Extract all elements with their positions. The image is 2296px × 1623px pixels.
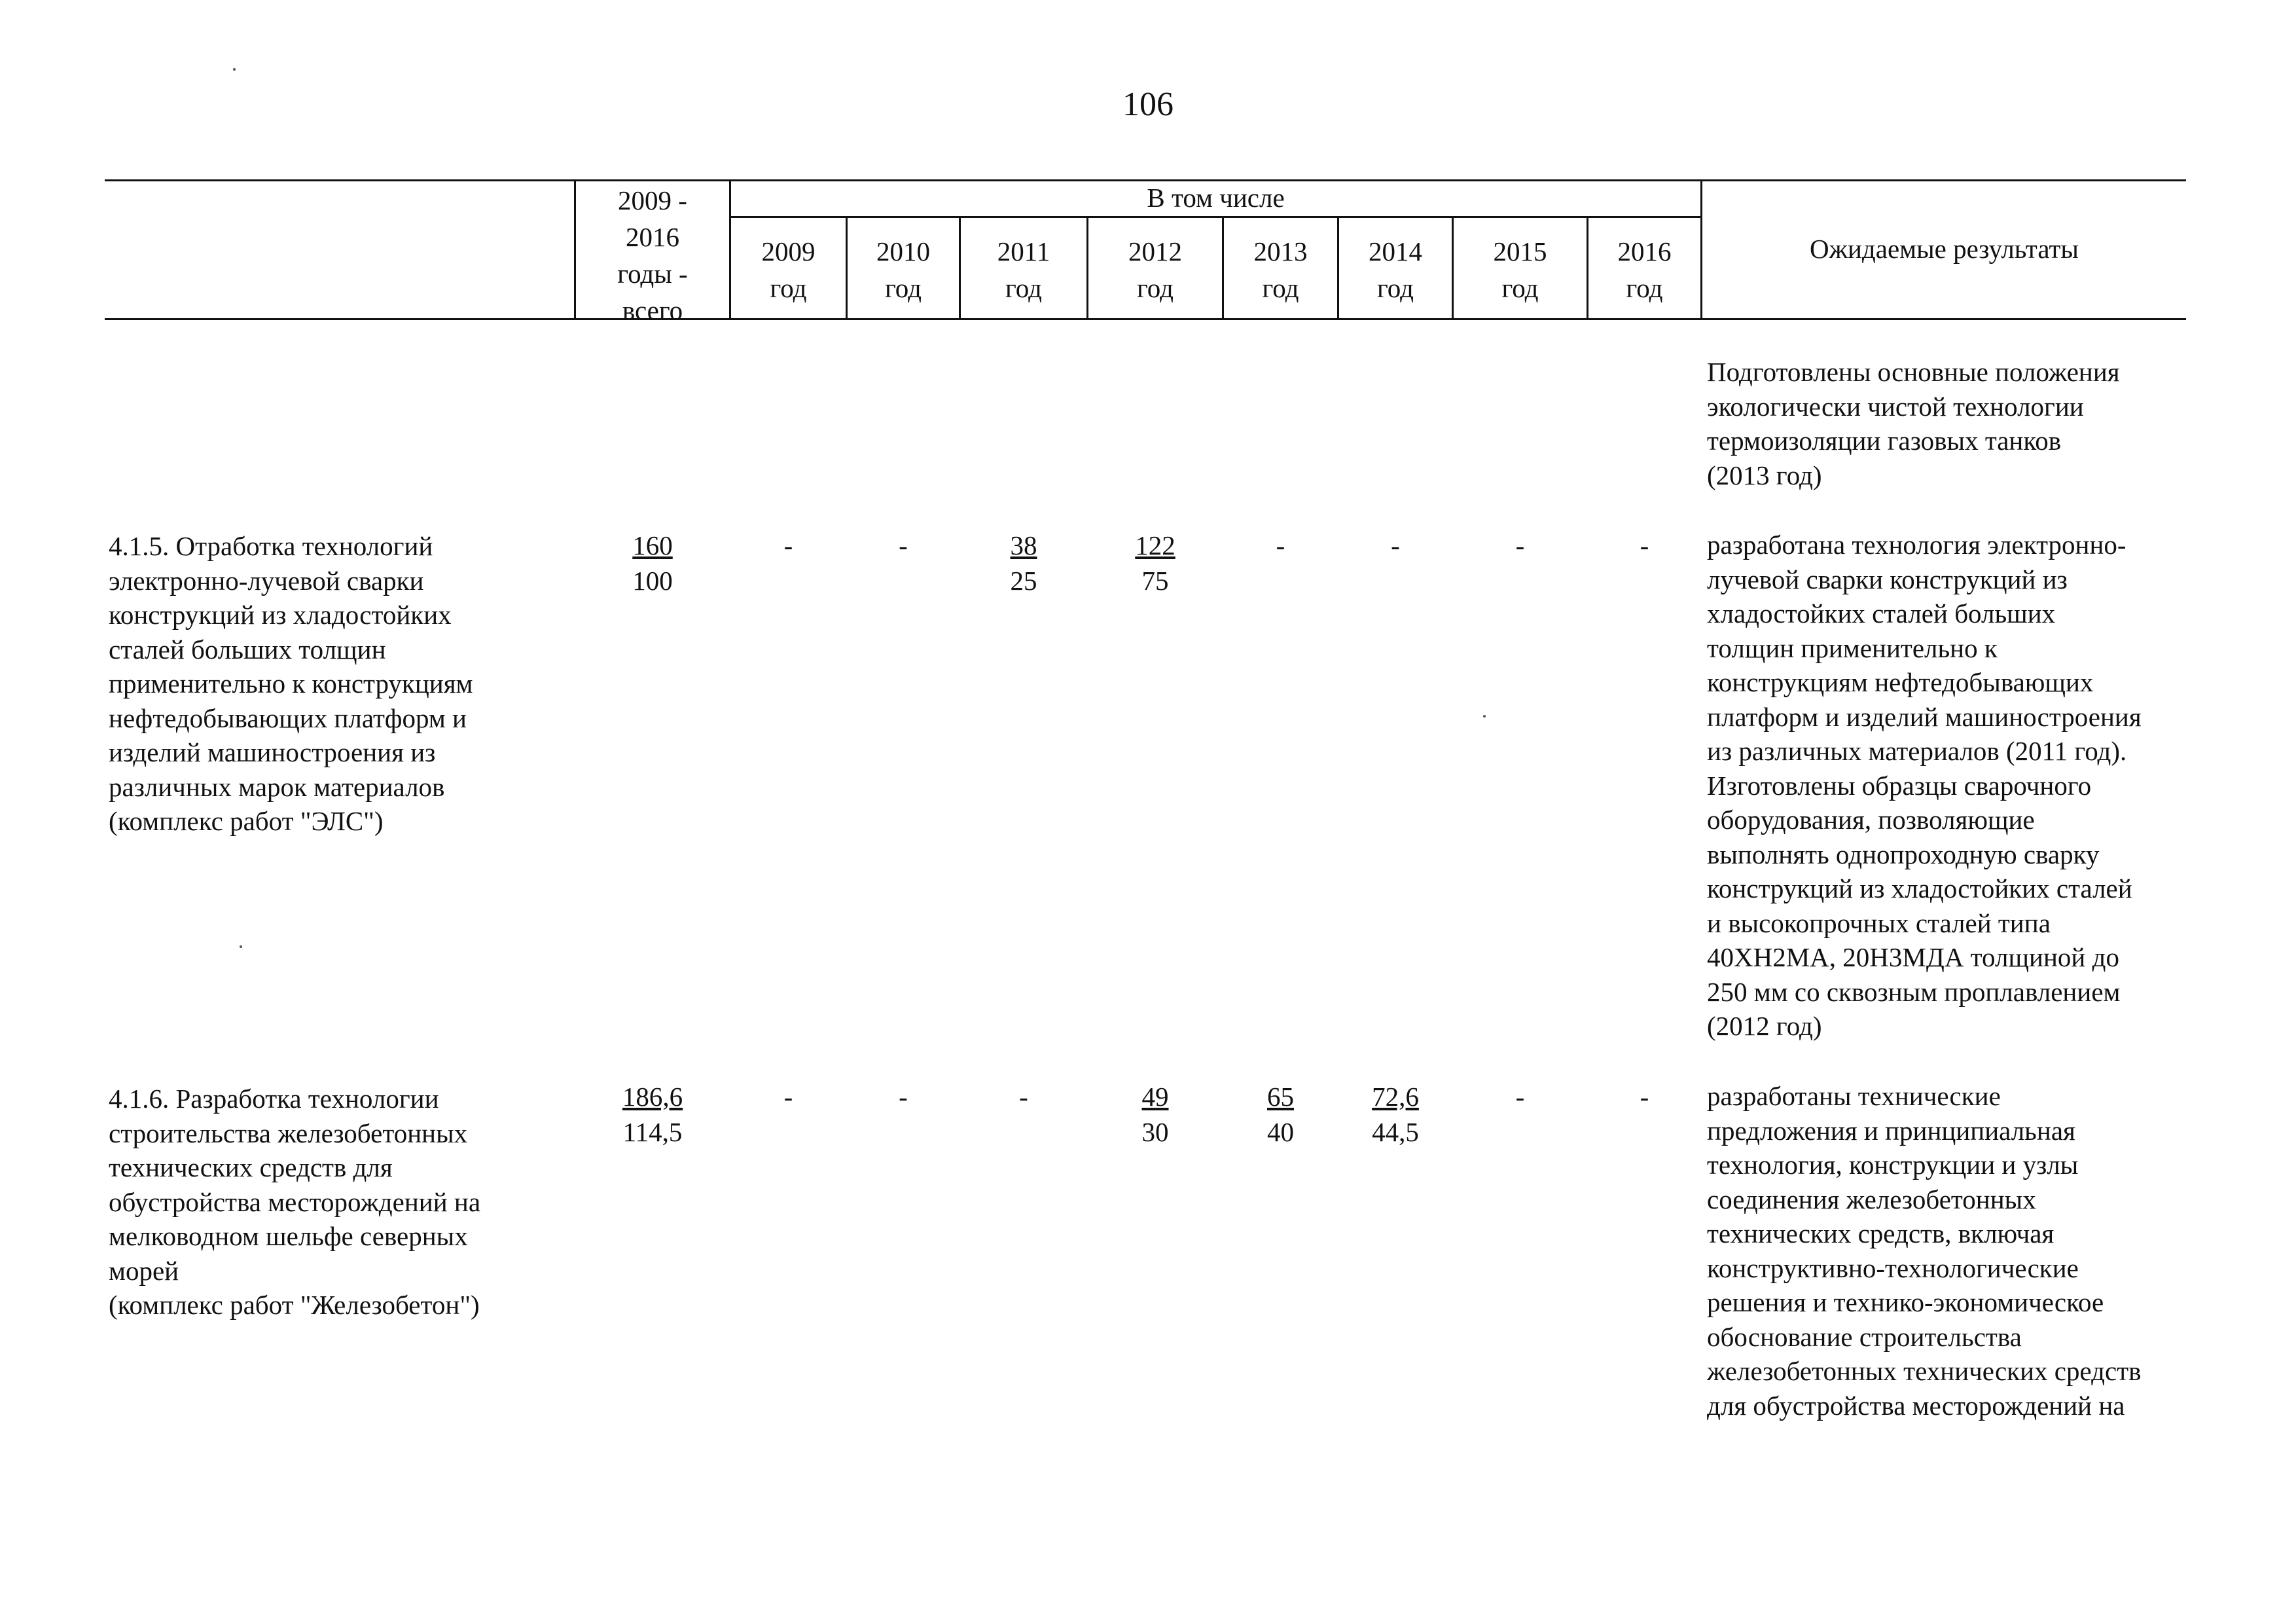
row-year-2014: 72,6 44,5 bbox=[1372, 1082, 1419, 1147]
scan-speck bbox=[240, 945, 242, 948]
header-year-2009: 2009 год bbox=[761, 236, 816, 303]
row-year-2013: - bbox=[1276, 530, 1285, 560]
header-year-2015: 2015 год bbox=[1493, 236, 1547, 303]
header-year-2010: 2010 год bbox=[876, 236, 930, 303]
header-bottom-border bbox=[105, 318, 2186, 320]
header-year-2013: 2013 год bbox=[1253, 236, 1308, 303]
continuation-result: Подготовлены основные положения экологически чистой технологии термоизоляции газовых танков (2013 год) bbox=[1707, 357, 2120, 490]
row-year-2015: - bbox=[1515, 530, 1525, 560]
row-year-2016: - bbox=[1640, 1082, 1649, 1112]
row-year-2009: - bbox=[783, 530, 793, 560]
row-year-2012: 49 30 bbox=[1141, 1082, 1169, 1147]
row-total: 160 100 bbox=[632, 530, 673, 596]
row-year-2013: 65 40 bbox=[1267, 1082, 1294, 1147]
scan-speck bbox=[1483, 715, 1486, 718]
header-year-2014: 2014 год bbox=[1369, 236, 1422, 303]
header-including: В том числе bbox=[1147, 183, 1285, 213]
row-year-2014: - bbox=[1391, 530, 1400, 560]
row-result: разработаны технические предложения и принципиальная технология, конструкции и узлы соединения железобетонных технических средств, включая конструктивно-технологические решения и технико-экономическое обоснование строительства железобетонных технических средств для обустройства месторождений на bbox=[1707, 1081, 2142, 1421]
scan-speck bbox=[233, 68, 236, 71]
header-year-2016: 2016 год bbox=[1617, 236, 1672, 303]
page-number: 106 bbox=[1122, 86, 1174, 123]
including-underline bbox=[729, 216, 1702, 218]
header-total: 2009 - 2016 годы - всего bbox=[617, 185, 688, 325]
header-results: Ожидаемые результаты bbox=[1810, 234, 2079, 264]
row-year-2016: - bbox=[1640, 530, 1649, 560]
header-year-2011: 2011 год bbox=[997, 236, 1050, 303]
header-year-2012: 2012 год bbox=[1128, 236, 1182, 303]
row-year-2010: - bbox=[899, 530, 908, 560]
row-year-2011: - bbox=[1019, 1082, 1028, 1112]
row-total: 186,6 114,5 bbox=[622, 1082, 683, 1147]
row-year-2012: 122 75 bbox=[1135, 530, 1175, 596]
row-year-2011: 38 25 bbox=[1010, 530, 1037, 596]
row-result: разработана технология электронно- лучевой сварки конструкций из хладостойких сталей больших толщин применительно к конструкциям нефтедобывающих платформ и изделий машиностроения из различных материалов (2011 год). Изготовлены образцы сварочного оборудования, позволяющие выполнять однопроходную сварку конструкций из хладостойких сталей и высокопрочных сталей типа 40ХН2МА, 20Н3МДА толщиной до 250 мм со сквозным проплавлением (2012 год) bbox=[1707, 530, 2142, 1041]
row-year-2015: - bbox=[1515, 1082, 1525, 1112]
row-title: 4.1.5. Отработка технологий электронно-лучевой сварки конструкций из хладостойких сталей больших толщин применительно к конструкциям нефтедобывающих платформ и изделий машиностроения из различных марок материалов (комплекс работ "ЭЛС") bbox=[109, 531, 473, 836]
row-title: 4.1.6. Разработка технологии строительства железобетонных технических средств для обустройства месторождений на мелководном шельфе северных морей (комплекс работ "Железобетон") bbox=[109, 1084, 481, 1320]
row-year-2009: - bbox=[783, 1082, 793, 1112]
row-year-2010: - bbox=[899, 1082, 908, 1112]
